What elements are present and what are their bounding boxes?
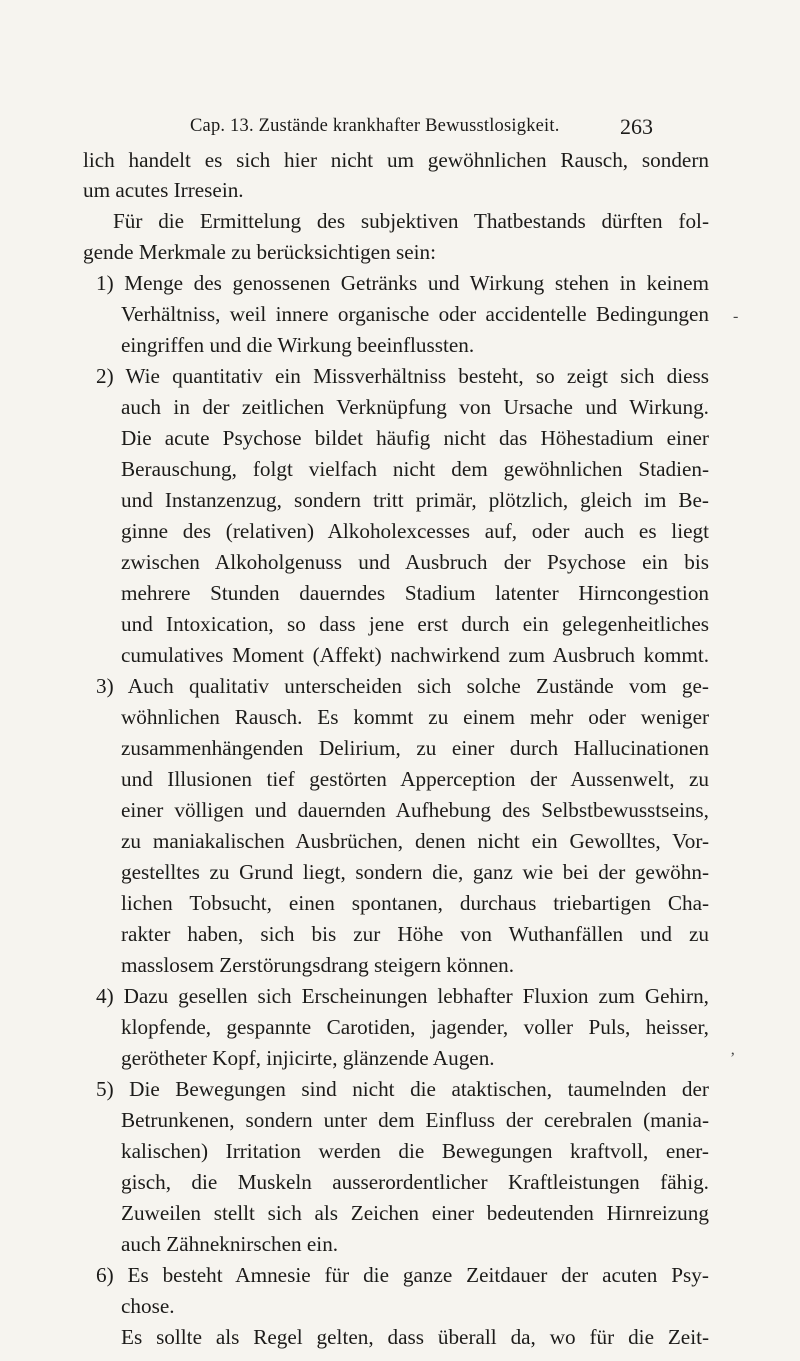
page-header — [0, 116, 800, 146]
text-line: und Intoxication, so dass jene erst durch ein gelegenheitliches — [121, 612, 709, 636]
text-line: eingriffen und die Wirkung beeinflussten. — [121, 333, 475, 357]
text-line: chose. — [121, 1294, 175, 1318]
list-item-1-line: 1) Menge des genossenen Getränks und Wirkung stehen in keinem — [96, 271, 709, 295]
text-line: kalischen) Irritation werden die Bewegungen kraftvoll, ener- — [121, 1139, 709, 1163]
text-line: einer völligen und dauernden Aufhebung des Selbstbewusstseins, — [121, 798, 709, 822]
text-line: auch in der zeitlichen Verknüpfung von Ursache und Wirkung. — [121, 395, 709, 419]
text-line: und Illusionen tief gestörten Apperception der Aussenwelt, zu — [121, 767, 710, 791]
text-line: Es sollte als Regel gelten, dass überall da, wo für die Zeit- — [121, 1325, 710, 1349]
list-item-4-line: 4) Dazu gesellen sich Erscheinungen lebhafter Fluxion zum Gehirn, — [96, 984, 709, 1008]
text-line: rakter haben, sich bis zur Höhe von Wuthanfällen und zu — [121, 922, 709, 946]
text-line: ginne des (relativen) Alkoholexcesses auf, oder auch es liegt — [121, 519, 709, 543]
text-line: gerötheter Kopf, injicirte, glänzende Augen. — [121, 1046, 495, 1070]
text-line: lichen Tobsucht, einen spontanen, durchaus triebartigen Cha- — [121, 891, 710, 915]
text-line: zusammenhängenden Delirium, zu einer durch Hallucinationen — [121, 736, 710, 760]
text-line: cumulatives Moment (Affekt) nachwirkend zum Ausbruch kommt. — [121, 643, 710, 667]
list-item-5-line: 5) Die Bewegungen sind nicht die ataktischen, taumelnden der — [96, 1077, 709, 1101]
list-item-3-line: 3) Auch qualitativ unterscheiden sich solche Zustände vom ge- — [96, 674, 709, 698]
list-item-2-line: 2) Wie quantitativ ein Missverhältniss besteht, so zeigt sich diess — [96, 364, 709, 388]
text-line: Verhältniss, weil innere organische oder accidentelle Bedingungen — [121, 302, 710, 326]
text-line: Zuweilen stellt sich als Zeichen einer bedeutenden Hirnreizung — [121, 1201, 709, 1225]
text-line: lich handelt es sich hier nicht um gewöhnlichen Rausch, sondern — [83, 148, 709, 172]
text-line: wöhnlichen Rausch. Es kommt zu einem mehr oder weniger — [121, 705, 710, 729]
text-line: Für die Ermittelung des subjektiven Thatbestands dürften fol- — [113, 209, 710, 233]
text-line: mehrere Stunden dauerndes Stadium latenter Hirncongestion — [121, 581, 710, 605]
text-line: gisch, die Muskeln ausserordentlicher Kraftleistungen fähig. — [121, 1170, 709, 1194]
page-number: 263 — [620, 114, 653, 139]
text-line: Die acute Psychose bildet häufig nicht das Höhestadium einer — [121, 426, 709, 450]
text-line: auch Zähneknirschen ein. — [121, 1232, 339, 1256]
running-title: Cap. 13. Zustände krankhafter Bewusstlosigkeit. — [190, 116, 560, 136]
text-line: klopfende, gespannte Carotiden, jagender, voller Puls, heisser, — [121, 1015, 709, 1039]
text-line: Berauschung, folgt vielfach nicht dem gewöhnlichen Stadien- — [121, 457, 710, 481]
text-line: masslosem Zerstörungsdrang steigern können. — [121, 953, 515, 977]
text-line: gestelltes zu Grund liegt, sondern die, ganz wie bei der gewöhn- — [121, 860, 710, 884]
list-item-6-line: 6) Es besteht Amnesie für die ganze Zeitdauer der acuten Psy- — [96, 1263, 709, 1287]
text-line: zu maniakalischen Ausbrüchen, denen nicht ein Gewolltes, Vor- — [121, 829, 710, 853]
margin-mark: ‐ — [733, 308, 739, 325]
text-line: gende Merkmale zu berücksichtigen sein: — [83, 240, 436, 264]
text-line: zwischen Alkoholgenuss und Ausbruch der Psychose ein bis — [121, 550, 709, 574]
margin-mark: ʼ — [730, 1050, 736, 1067]
text-line: und Instanzenzug, sondern tritt primär, plötzlich, gleich im Be- — [121, 488, 709, 512]
text-line: um acutes Irresein. — [83, 178, 244, 202]
text-line: Betrunkenen, sondern unter dem Einfluss der cerebralen (mania- — [121, 1108, 709, 1132]
